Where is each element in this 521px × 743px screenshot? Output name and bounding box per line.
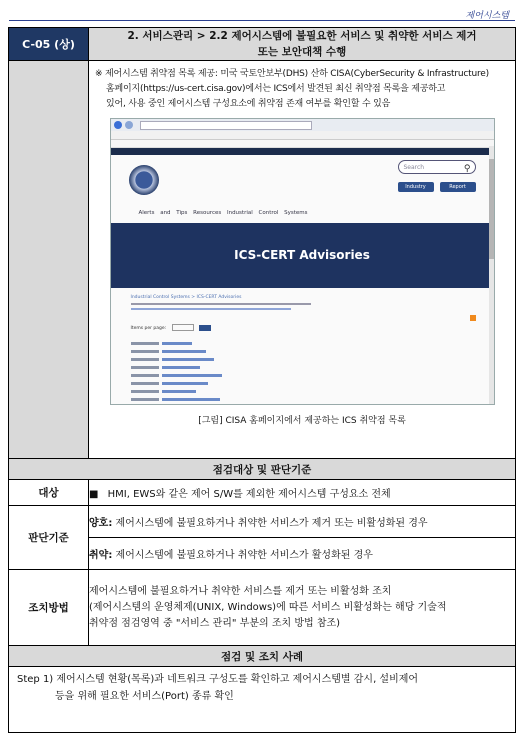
report-button: Report [440,182,476,192]
rss-icon [470,315,476,321]
target-text: HMI, EWS와 같은 제어 S/W를 제외한 제어시스템 구성요소 전체 [107,489,391,500]
action-line: 취약점 점검영역 중 "서비스 관리" 부분의 조치 방법 참조) [89,617,341,629]
bullet-square-icon: ■ [89,489,99,500]
advisory-link [162,358,214,361]
reference-note-line: 홈페이지(https://us-cert.cisa.gov)에서는 ICS에서 발견된 최신 취약점 목록을 제공하고 [106,84,446,94]
search-placeholder: Search [403,164,425,171]
advisory-link [162,366,200,369]
step-1 [9,667,515,705]
advisory-id [131,358,159,361]
inspection-item-table [8,27,516,733]
good-criteria [89,506,516,538]
weak-criteria [89,538,516,570]
reference-note-line: ※ 제어시스템 취약점 목록 제공: 미국 국토안보부(DHS) 산하 CISA(CyberSecurity & Infrastructure) [95,69,489,79]
site-menu: Alerts and Tips Resources Industrial Control Systems [138,210,308,216]
reference-note-line: 있어, 사용 중인 제어시스템 구성요소에 취약점 존재 여부를 확인할 수 있음 [106,99,391,109]
description-line [131,303,311,305]
advisory-id [131,374,159,377]
blank-label-cell [9,61,89,459]
forward-icon [125,121,133,129]
advisory-link [162,342,192,345]
url-field [140,121,312,130]
item-title-line2: 또는 보안대책 수행 [257,46,347,58]
weak-text: 제어시스템에 불필요하거나 취약한 서비스가 활성화된 경우 [112,550,373,561]
advisory-link [162,374,222,377]
weak-label: 취약: [89,550,113,561]
per-page-selector [131,324,212,331]
browser-tab-bar [111,131,494,140]
advisory-link [162,382,208,385]
item-title [89,28,516,61]
back-icon [114,121,122,129]
advisory-id [131,398,159,401]
judge-label: 판단기준 [9,506,89,570]
cases-content [9,667,516,733]
per-page-label: Items per page: [130,326,167,331]
good-label: 양호: [89,518,113,529]
browser-menu-bar [111,140,494,148]
scrollbar-thumb [489,159,494,259]
dhs-seal-icon [129,165,159,195]
action-label: 조치방법 [9,570,89,646]
search-icon: ⚲ [463,164,471,174]
advisory-row [131,355,241,363]
advisory-row [131,371,241,379]
item-code: C-05 (상) [9,28,89,61]
advisory-row [131,379,241,387]
cases-section-title: 점검 및 조치 사례 [9,646,516,667]
advisory-row [131,403,241,405]
reference-content-cell [89,61,516,459]
action-line: (제어시스템의 운영체제(UNIX, Windows)에 따른 서비스 비활성화는 해당 기술적 [89,601,447,613]
advisory-row [131,363,241,371]
reference-note [89,61,515,112]
target-label: 대상 [9,480,89,506]
gov-banner [111,148,494,155]
advisory-link [162,390,196,393]
cisa-website-screenshot [110,118,495,405]
action-line: 제어시스템에 불필요하거나 취약한 서비스를 제거 또는 비활성화 조치 [89,585,392,597]
advisories-banner: ICS-CERT Advisories [111,223,494,288]
action-content [89,570,516,646]
site-search-box [398,160,476,174]
advisory-id [131,390,159,393]
advisory-link [162,350,206,353]
item-title-line1: 2. 서비스관리 > 2.2 제어시스템에 불필요한 서비스 및 취약한 서비스 제거 [127,30,477,42]
advisory-id [131,350,159,353]
industry-button: Industry [398,182,434,192]
target-content [89,480,516,506]
step-1-line: Step 1) 제어시스템 현황(목록)과 네트워크 구성도를 확인하고 제어시스템별 감시, 설비제어 [17,674,419,685]
advisory-row [131,395,241,403]
criteria-section-title: 점검대상 및 판단기준 [9,459,516,480]
good-text: 제어시스템에 불필요하거나 취약한 서비스가 제거 또는 비활성화된 경우 [112,518,428,529]
advisory-id [131,366,159,369]
description-line [131,308,291,310]
advisory-id [131,382,159,385]
step-1-line: 등을 위해 필요한 서비스(Port) 종류 확인 [55,691,234,702]
header-divider [9,20,515,21]
advisory-row [131,339,241,347]
apply-button [199,325,211,331]
advisory-id [131,342,159,345]
browser-address-bar [111,119,494,131]
per-page-select [172,324,194,331]
document-header-tag: 제어시스템 [465,11,509,21]
breadcrumb: Industrial Control Systems > ICS-CERT Advisories [130,295,242,300]
advisory-row [131,387,241,395]
advisory-row [131,347,241,355]
figure-caption: [그림] CISA 홈페이지에서 제공하는 ICS 취약점 목록 [198,416,406,426]
advisory-list [131,339,241,405]
advisory-link [162,398,220,401]
